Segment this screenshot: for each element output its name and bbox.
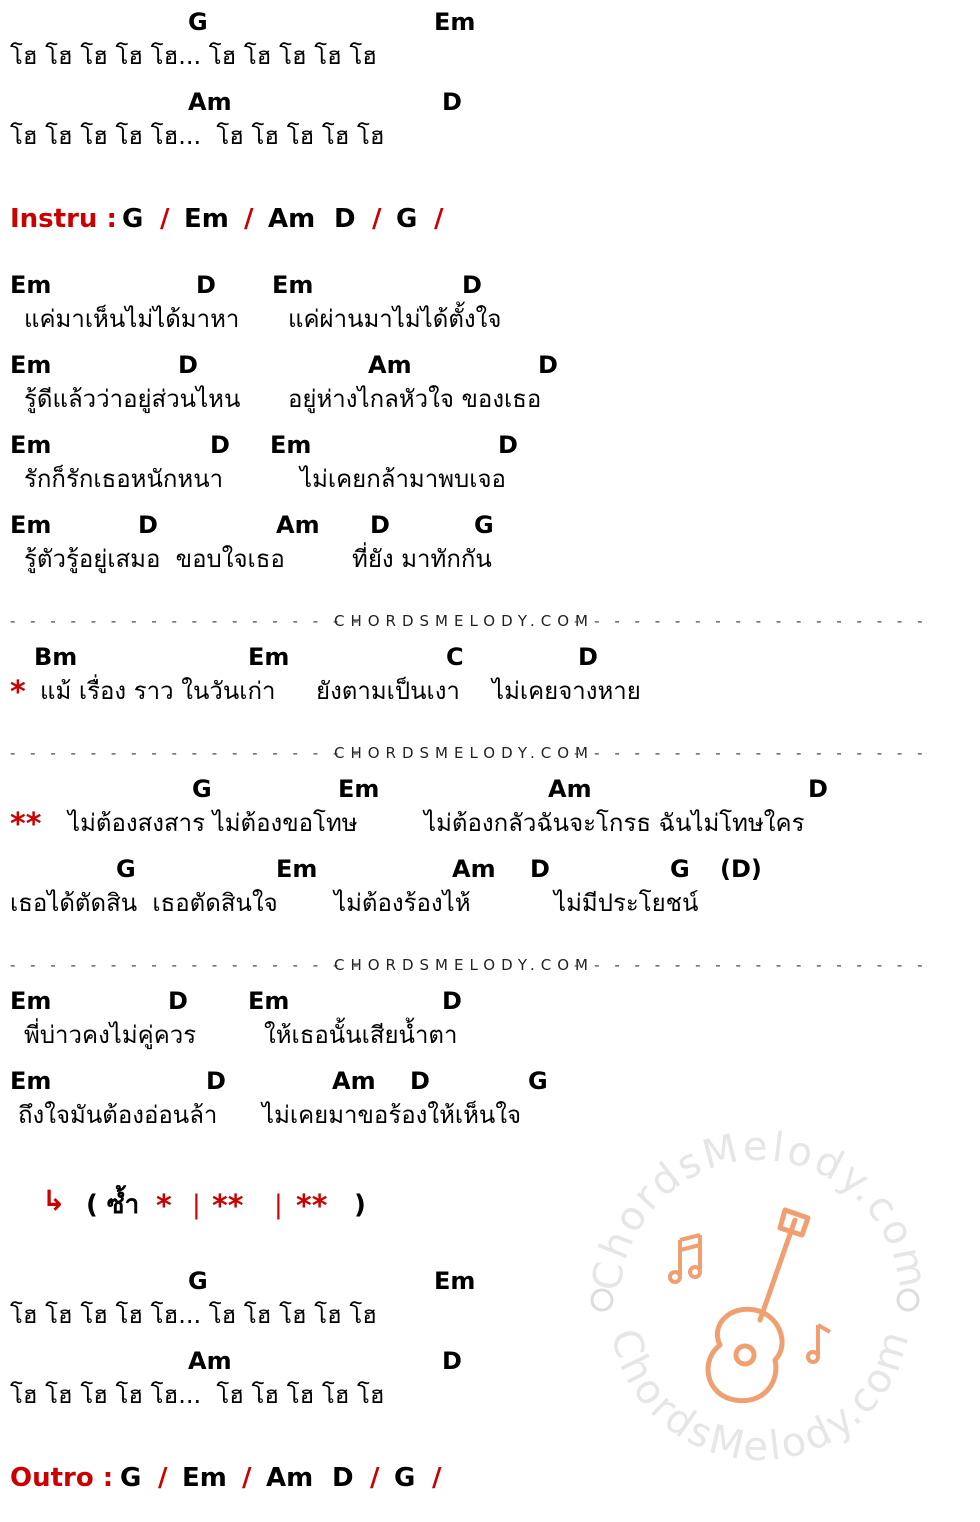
- bar-slash: /: [158, 1463, 168, 1493]
- chord: D: [462, 271, 482, 299]
- chord: G: [528, 1067, 548, 1095]
- chord: C: [446, 643, 464, 671]
- chord: D: [332, 1463, 354, 1493]
- lyric-line: โฮ โฮ โฮ โฮ โฮ... โฮ โฮ โฮ โฮ โฮ: [10, 1381, 385, 1409]
- chord: D: [498, 431, 518, 459]
- return-arrow-icon: ↳: [42, 1184, 66, 1217]
- chord: Em: [338, 775, 380, 803]
- chord: D: [578, 643, 598, 671]
- chord: G: [474, 511, 494, 539]
- chord: D: [206, 1067, 226, 1095]
- outro-label: Outro :: [10, 1463, 114, 1493]
- chord: Am: [188, 1347, 232, 1375]
- chord: G: [192, 775, 212, 803]
- chord: G: [670, 855, 690, 883]
- bar-slash: /: [434, 204, 444, 234]
- chord: Am: [368, 351, 412, 379]
- lyric: อยู่ห่างไกลหัวใจ ของเธอ: [288, 385, 542, 413]
- chord: Em: [276, 855, 318, 883]
- chord: Am: [188, 88, 232, 116]
- repeat-close: ): [354, 1190, 366, 1220]
- chord: Em: [10, 271, 52, 299]
- separator-site: CHORDSMELODY.COM: [334, 956, 594, 974]
- separator-dashes: - - - - - - - - - - - - - - - - - -: [574, 612, 928, 630]
- chord: Am: [452, 855, 496, 883]
- chord: D: [442, 1347, 462, 1375]
- chord: Em: [182, 1463, 227, 1493]
- chord: D: [210, 431, 230, 459]
- lyric: พี่บ่าวคงไม่คู่ควร: [24, 1021, 197, 1049]
- lyric: ไม่ต้องสงสาร ไม่ต้องขอโทษ: [68, 809, 358, 837]
- chord: G: [394, 1463, 416, 1493]
- watermark-logo: [580, 1110, 940, 1480]
- separator-dashes: - - - - - - - - - - - - - - - - - -: [10, 612, 364, 630]
- chord: D: [334, 204, 356, 234]
- chord: Em: [272, 271, 314, 299]
- chord: D: [808, 775, 828, 803]
- repeat-double-star: **: [296, 1189, 328, 1224]
- chord: G: [188, 1267, 208, 1295]
- chord: Em: [248, 987, 290, 1015]
- watermark-dot-icon: [898, 1290, 918, 1310]
- chord: G: [396, 204, 418, 234]
- chord: Em: [434, 8, 476, 36]
- chord: G: [122, 204, 144, 234]
- chord: Em: [10, 431, 52, 459]
- chord: Bm: [34, 643, 78, 671]
- chord: Em: [10, 351, 52, 379]
- separator-dashes: - - - - - - - - - - - - - - - - - -: [10, 956, 364, 974]
- chord: D: [370, 511, 390, 539]
- lyric: ยังตามเป็นเงา: [316, 677, 460, 705]
- lyric: แค่มาเห็นไม่ได้มาหา: [24, 305, 240, 333]
- separator-dashes: - - - - - - - - - - - - - - - - - -: [574, 956, 928, 974]
- music-note-icon: [670, 1235, 830, 1362]
- chord: (D): [720, 855, 762, 883]
- chord: G: [116, 855, 136, 883]
- chord: D: [196, 271, 216, 299]
- chord: Em: [434, 1267, 476, 1295]
- chord: D: [138, 511, 158, 539]
- lyric: ไม่เคยมาขอร้องให้เห็นใจ: [262, 1101, 522, 1129]
- chord: G: [188, 8, 208, 36]
- separator-site: CHORDSMELODY.COM: [334, 744, 594, 762]
- chord: Em: [10, 511, 52, 539]
- chord: Am: [332, 1067, 376, 1095]
- lyric: แม้ เรื่อง ราว ในวันเก่า: [40, 677, 276, 705]
- watermark-dot-icon: [592, 1290, 612, 1310]
- section-marker-double-star: **: [10, 807, 42, 842]
- repeat-star: *: [156, 1189, 172, 1224]
- chord: D: [530, 855, 550, 883]
- separator-dashes: - - - - - - - - - - - - - - - - - -: [10, 744, 364, 762]
- chord: G: [120, 1463, 142, 1493]
- lyric: ถึงใจมันต้องอ่อนล้า: [18, 1101, 218, 1129]
- guitar-icon: [708, 1210, 808, 1401]
- chord: Am: [276, 511, 320, 539]
- lyric: ไม่เคยกล้ามาพบเจอ: [300, 465, 506, 493]
- lyric: ไม่ต้องกลัวฉันจะโกรธ ฉันไม่โทษใคร: [424, 809, 805, 837]
- chord: Em: [270, 431, 312, 459]
- chord: Em: [10, 1067, 52, 1095]
- bar-slash: /: [244, 204, 254, 234]
- section-marker-star: *: [10, 675, 26, 710]
- chord: Am: [266, 1463, 314, 1493]
- lyric: รู้ตัวรู้อยู่เสมอ ขอบใจเธอ: [24, 545, 285, 573]
- repeat-divider: |: [274, 1190, 283, 1220]
- chord: Em: [248, 643, 290, 671]
- bar-slash: /: [432, 1463, 442, 1493]
- lyric: เธอได้ตัดสิน เธอตัดสินใจ: [10, 889, 278, 917]
- lyric: ให้เธอนั้นเสียน้ำตา: [264, 1021, 458, 1049]
- chord: D: [178, 351, 198, 379]
- repeat-divider: |: [192, 1190, 201, 1220]
- bar-slash: /: [372, 204, 382, 234]
- separator-site: CHORDSMELODY.COM: [334, 612, 594, 630]
- bar-slash: /: [242, 1463, 252, 1493]
- chord: D: [168, 987, 188, 1015]
- repeat-double-star: **: [212, 1189, 244, 1224]
- lyric-line: โฮ โฮ โฮ โฮ โฮ... โฮ โฮ โฮ โฮ โฮ: [10, 1301, 377, 1329]
- lyric: รู้ดีแล้วว่าอยู่ส่วนไหน: [24, 385, 241, 413]
- separator-dashes: - - - - - - - - - - - - - - - - - -: [574, 744, 928, 762]
- chord: Em: [184, 204, 229, 234]
- lyric: รักก็รักเธอหนักหนา: [24, 465, 224, 493]
- chord: D: [410, 1067, 430, 1095]
- watermark-top-text: ChordsMelody.com: [583, 1123, 937, 1295]
- lyric: ที่ยัง มาทักกัน: [352, 545, 492, 573]
- lyric: แค่ผ่านมาไม่ได้ตั้งใจ: [288, 305, 502, 333]
- bar-slash: /: [370, 1463, 380, 1493]
- lyric-line: โฮ โฮ โฮ โฮ โฮ... โฮ โฮ โฮ โฮ โฮ: [10, 42, 377, 70]
- chord: D: [538, 351, 558, 379]
- chord: Am: [548, 775, 592, 803]
- chord: D: [442, 987, 462, 1015]
- lyric: ไม่มีประโยชน์: [554, 889, 699, 917]
- lyric: ไม่เคยจางหาย: [492, 677, 641, 705]
- watermark-bottom-text: ChordsMelody.com: [601, 1323, 920, 1471]
- repeat-open: ( ซ้ำ: [86, 1190, 140, 1220]
- chord: Em: [10, 987, 52, 1015]
- chord: Am: [268, 204, 316, 234]
- chord: D: [442, 88, 462, 116]
- lyric: ไม่ต้องร้องไห้: [334, 889, 471, 917]
- lyric-line: โฮ โฮ โฮ โฮ โฮ... โฮ โฮ โฮ โฮ โฮ: [10, 122, 385, 150]
- bar-slash: /: [160, 204, 170, 234]
- instru-label: Instru :: [10, 204, 117, 234]
